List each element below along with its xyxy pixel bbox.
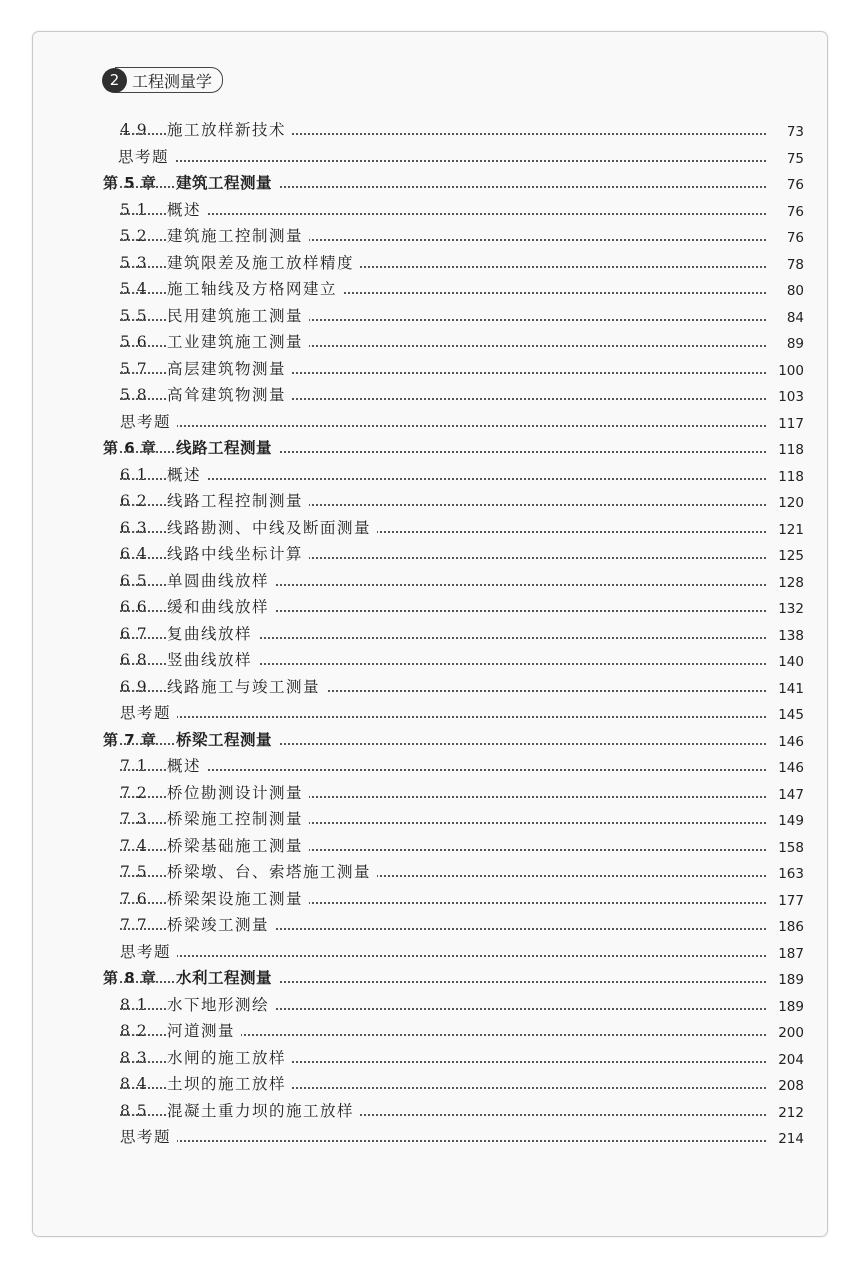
dot-leader xyxy=(120,1140,770,1142)
section-number: 7.2 xyxy=(120,783,148,802)
page-number: 212 xyxy=(766,1101,804,1125)
section-number: 4.9 xyxy=(120,121,148,139)
chapter-title: 线路工程测量 xyxy=(176,436,278,460)
toc-section-row xyxy=(0,383,860,407)
dot-leader xyxy=(120,716,770,718)
section-number: 5.4 xyxy=(120,280,148,298)
page-number: 189 xyxy=(766,995,804,1019)
running-header xyxy=(102,66,223,94)
section-title: 概述 xyxy=(167,754,207,778)
section-number: 8.2 xyxy=(120,1022,148,1040)
toc-section-row xyxy=(0,807,860,831)
section-title: 线路勘测、中线及断面测量 xyxy=(167,516,377,540)
toc-section-row xyxy=(0,834,860,858)
page-number: 76 xyxy=(766,226,804,250)
section-title: 高层建筑物测量 xyxy=(167,357,292,381)
section-title: 高耸建筑物测量 xyxy=(167,383,292,407)
section-number: 6.4 xyxy=(120,545,148,563)
chapter-title: 桥梁工程测量 xyxy=(176,728,278,752)
section-number: 7.7 xyxy=(120,916,148,934)
section-title: 水闸的施工放样 xyxy=(167,1046,292,1070)
section-number: 5.7 xyxy=(120,359,148,378)
toc-section-row xyxy=(0,489,860,513)
dot-leader xyxy=(120,425,770,427)
chapter-number: 第 7 章 xyxy=(103,730,157,749)
section-number: 7.1 xyxy=(120,757,148,775)
toc-section-row xyxy=(0,330,860,354)
page-number: 145 xyxy=(766,703,804,727)
section-title: 概述 xyxy=(167,198,207,222)
toc-questions-row xyxy=(0,410,860,434)
toc-section-row xyxy=(0,781,860,805)
toc-section-row xyxy=(0,675,860,699)
toc-questions-row xyxy=(0,701,860,725)
page-number: 214 xyxy=(766,1127,804,1151)
toc-section-row xyxy=(0,118,860,142)
section-title: 思考题 xyxy=(120,410,177,434)
toc-questions-row xyxy=(0,145,860,169)
page-number: 141 xyxy=(766,677,804,701)
toc-section-row xyxy=(0,357,860,381)
page-number: 103 xyxy=(766,385,804,409)
section-title: 河道测量 xyxy=(167,1019,241,1043)
section-title: 施工放样新技术 xyxy=(167,118,292,142)
toc-section-row xyxy=(0,304,860,328)
section-title: 线路施工与竣工测量 xyxy=(167,675,326,699)
section-number: 6.7 xyxy=(120,624,148,643)
section-number: 6.8 xyxy=(120,651,148,669)
toc-questions-row xyxy=(0,1125,860,1149)
section-number: 7.4 xyxy=(120,836,148,855)
book-title: 工程测量学 xyxy=(115,67,223,93)
page-number: 186 xyxy=(766,915,804,939)
page-number: 189 xyxy=(766,968,804,992)
toc-section-row xyxy=(0,1072,860,1096)
chapter-title: 水利工程测量 xyxy=(176,966,278,990)
page-number: 204 xyxy=(766,1048,804,1072)
page-number: 140 xyxy=(766,650,804,674)
page-number: 120 xyxy=(766,491,804,515)
page-number: 76 xyxy=(766,200,804,224)
toc-section-row xyxy=(0,993,860,1017)
section-number: 5.2 xyxy=(120,227,148,245)
section-number: 5.3 xyxy=(120,253,148,272)
section-title: 桥梁架设施工测量 xyxy=(167,887,309,911)
section-title: 思考题 xyxy=(120,940,177,964)
section-number: 6.1 xyxy=(120,465,148,484)
page-number: 121 xyxy=(766,518,804,542)
section-title: 线路工程控制测量 xyxy=(167,489,309,513)
dot-leader xyxy=(120,160,770,162)
section-title: 工业建筑施工测量 xyxy=(167,330,309,354)
section-title: 单圆曲线放样 xyxy=(167,569,275,593)
toc-questions-row xyxy=(0,940,860,964)
section-number: 6.6 xyxy=(120,598,148,616)
page-number: 100 xyxy=(766,359,804,383)
section-number: 6.9 xyxy=(120,677,148,696)
section-number: 5.1 xyxy=(120,200,148,219)
chapter-title: 建筑工程测量 xyxy=(176,171,278,195)
toc-section-row xyxy=(0,569,860,593)
section-number: 7.3 xyxy=(120,810,148,828)
dot-leader xyxy=(120,769,770,771)
toc-section-row xyxy=(0,463,860,487)
section-title: 桥梁施工控制测量 xyxy=(167,807,309,831)
section-title: 混凝土重力坝的施工放样 xyxy=(167,1099,360,1123)
page-number: 89 xyxy=(766,332,804,356)
page-number-badge: 2 xyxy=(102,68,127,93)
toc-chapter-row xyxy=(0,171,860,195)
toc-chapter-row xyxy=(0,436,860,460)
section-number: 8.5 xyxy=(120,1101,148,1120)
section-number: 8.1 xyxy=(120,995,148,1014)
page-number: 118 xyxy=(766,465,804,489)
page-number: 84 xyxy=(766,306,804,330)
toc-section-row xyxy=(0,595,860,619)
section-number: 7.6 xyxy=(120,889,148,908)
page-number: 80 xyxy=(766,279,804,303)
page-number: 187 xyxy=(766,942,804,966)
toc-chapter-row xyxy=(0,966,860,990)
page-number: 117 xyxy=(766,412,804,436)
page-number: 158 xyxy=(766,836,804,860)
section-title: 思考题 xyxy=(118,145,175,169)
section-title: 思考题 xyxy=(120,1125,177,1149)
toc-section-row xyxy=(0,860,860,884)
section-title: 思考题 xyxy=(120,701,177,725)
toc-section-row xyxy=(0,754,860,778)
toc-section-row xyxy=(0,887,860,911)
page-number: 147 xyxy=(766,783,804,807)
section-number: 6.2 xyxy=(120,492,148,510)
toc-section-row xyxy=(0,1019,860,1043)
section-title: 施工轴线及方格网建立 xyxy=(167,277,343,301)
chapter-number: 第 8 章 xyxy=(103,969,157,987)
section-number: 6.3 xyxy=(120,518,148,537)
section-title: 水下地形测绘 xyxy=(167,993,275,1017)
section-number: 7.5 xyxy=(120,863,148,881)
section-number: 5.5 xyxy=(120,306,148,325)
section-number: 5.8 xyxy=(120,386,148,404)
page-number: 163 xyxy=(766,862,804,886)
section-number: 6.5 xyxy=(120,571,148,590)
page-number: 73 xyxy=(766,120,804,144)
page-number: 128 xyxy=(766,571,804,595)
section-title: 桥位勘测设计测量 xyxy=(167,781,309,805)
page-number: 177 xyxy=(766,889,804,913)
page-number: 138 xyxy=(766,624,804,648)
section-title: 桥梁基础施工测量 xyxy=(167,834,309,858)
dot-leader xyxy=(120,955,770,957)
chapter-number: 第 6 章 xyxy=(103,439,157,457)
section-title: 建筑施工控制测量 xyxy=(167,224,309,248)
toc-section-row xyxy=(0,648,860,672)
page-number: 146 xyxy=(766,756,804,780)
toc-section-row xyxy=(0,913,860,937)
toc-section-row xyxy=(0,251,860,275)
dot-leader xyxy=(120,478,770,480)
toc-section-row xyxy=(0,542,860,566)
chapter-number: 第 5 章 xyxy=(103,174,157,192)
page-number: 125 xyxy=(766,544,804,568)
section-title: 缓和曲线放样 xyxy=(167,595,275,619)
section-number: 8.3 xyxy=(120,1048,148,1067)
page-number: 132 xyxy=(766,597,804,621)
section-title: 桥梁墩、台、索塔施工测量 xyxy=(167,860,377,884)
section-title: 概述 xyxy=(167,463,207,487)
page-number: 208 xyxy=(766,1074,804,1098)
toc-section-row xyxy=(0,1099,860,1123)
page-number: 149 xyxy=(766,809,804,833)
toc-section-row xyxy=(0,198,860,222)
section-title: 复曲线放样 xyxy=(167,622,258,646)
page-number: 78 xyxy=(766,253,804,277)
section-title: 建筑限差及施工放样精度 xyxy=(167,251,360,275)
page-number: 76 xyxy=(766,173,804,197)
section-title: 桥梁竣工测量 xyxy=(167,913,275,937)
section-number: 5.6 xyxy=(120,333,148,351)
section-title: 竖曲线放样 xyxy=(167,648,258,672)
section-title: 土坝的施工放样 xyxy=(167,1072,292,1096)
page-number: 200 xyxy=(766,1021,804,1045)
toc-section-row xyxy=(0,277,860,301)
section-number: 8.4 xyxy=(120,1075,148,1093)
dot-leader xyxy=(120,213,770,215)
page-number: 146 xyxy=(766,730,804,754)
section-title: 民用建筑施工测量 xyxy=(167,304,309,328)
section-title: 线路中线坐标计算 xyxy=(167,542,309,566)
toc-section-row xyxy=(0,1046,860,1070)
page-number: 118 xyxy=(766,438,804,462)
toc-section-row xyxy=(0,516,860,540)
toc-section-row xyxy=(0,622,860,646)
toc-section-row xyxy=(0,224,860,248)
page-number: 75 xyxy=(766,147,804,171)
toc-chapter-row xyxy=(0,728,860,752)
